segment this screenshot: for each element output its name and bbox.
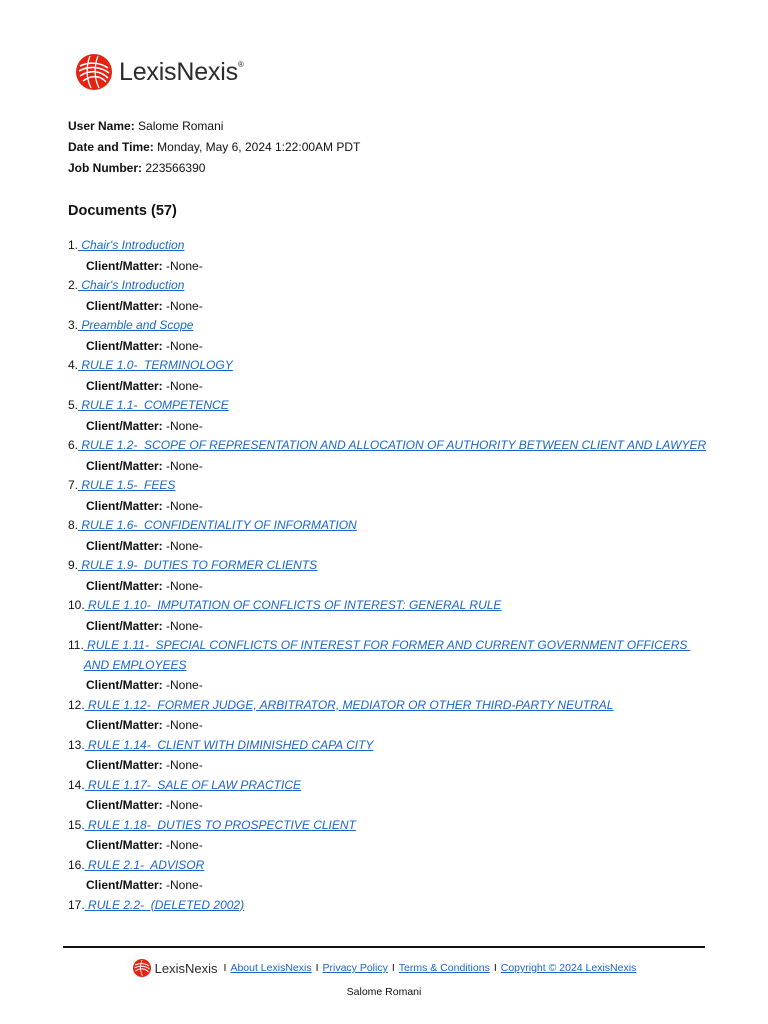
document-entry: [68, 276, 708, 316]
client-matter-row: [68, 835, 708, 856]
document-title-link[interactable]: Chair's Introduction: [78, 278, 185, 292]
client-matter-value: -None-: [166, 298, 203, 313]
document-number: 7.: [68, 478, 79, 492]
privacy-policy-link[interactable]: Privacy Policy: [322, 962, 388, 974]
document-title-link[interactable]: RULE 1.1- COMPETENCE: [78, 398, 229, 412]
client-matter-label: Client/Matter:: [86, 298, 163, 313]
client-matter-label: Client/Matter:: [86, 418, 163, 433]
document-number: 4.: [68, 358, 79, 372]
client-matter-value: -None-: [166, 498, 203, 513]
client-matter-row: [68, 336, 708, 357]
client-matter-label: Client/Matter:: [86, 498, 163, 513]
lexisnexis-sphere-icon: [74, 52, 114, 92]
document-entry: [68, 476, 708, 516]
document-number: 11.: [68, 638, 84, 652]
document-entry: [68, 736, 708, 776]
client-matter-row: [68, 496, 708, 517]
document-entry: [68, 636, 708, 696]
document-title-link[interactable]: RULE 1.2- SCOPE OF REPRESENTATION AND ALLOCATION OF AUTHORITY BETWEEN CLIENT AND LAWYER: [78, 438, 707, 452]
document-entry: [68, 316, 708, 356]
client-matter-label: Client/Matter:: [86, 378, 163, 393]
client-matter-label: Client/Matter:: [86, 458, 163, 473]
client-matter-value: -None-: [166, 458, 203, 473]
client-matter-value: -None-: [166, 338, 203, 353]
client-matter-label: Client/Matter:: [86, 758, 163, 772]
client-matter-label: Client/Matter:: [86, 798, 163, 812]
documents-heading: Documents (57): [68, 203, 177, 219]
client-matter-value: -None-: [166, 758, 203, 772]
job-number-row: Job Number: 223566390: [68, 161, 206, 175]
document-entry: [68, 236, 708, 276]
copyright-link[interactable]: Copyright © 2024 LexisNexis: [500, 962, 637, 974]
client-matter-row: [68, 576, 708, 597]
client-matter-row: [68, 875, 708, 896]
document-entry: [68, 696, 708, 736]
terms-link[interactable]: Terms & Conditions: [398, 962, 490, 974]
document-entry: [68, 896, 708, 916]
lexisnexis-logo: [74, 52, 244, 92]
client-matter-row: [68, 416, 708, 437]
client-matter-row: [68, 376, 708, 397]
client-matter-row: [68, 715, 708, 736]
document-title-link[interactable]: RULE 1.5- FEES: [78, 478, 176, 492]
document-title-link[interactable]: RULE 1.12- FORMER JUDGE, ARBITRATOR, MEDIATOR OR OTHER THIRD-PARTY NEUTRAL: [84, 697, 614, 712]
document-title-link[interactable]: RULE 2.2- (DELETED 2002): [84, 897, 245, 912]
client-matter-row: [68, 755, 708, 776]
client-matter-label: Client/Matter:: [86, 258, 163, 273]
document-title-link[interactable]: RULE 1.10- IMPUTATION OF CONFLICTS OF INTEREST: GENERAL RULE: [84, 598, 502, 612]
client-matter-value: -None-: [166, 718, 203, 732]
client-matter-value: -None-: [166, 258, 203, 273]
document-title-link[interactable]: RULE 2.1- ADVISOR: [84, 857, 205, 872]
client-matter-label: Client/Matter:: [86, 678, 163, 692]
document-entry: [68, 436, 708, 476]
document-title-link[interactable]: RULE 1.11- SPECIAL CONFLICTS OF INTEREST FOR FORMER AND CURRENT GOVERNMENT OFFICERS AND EMPLOYEES: [83, 638, 691, 672]
client-matter-row: [68, 536, 708, 557]
document-number: 1.: [68, 238, 79, 252]
document-title-link[interactable]: Preamble and Scope: [78, 318, 194, 332]
document-number: 9.: [68, 558, 79, 572]
client-matter-row: [68, 616, 708, 637]
footer-user-name: Salome Romani: [346, 986, 422, 998]
document-number: 3.: [68, 318, 79, 332]
document-entry: [68, 516, 708, 556]
client-matter-row: [68, 256, 708, 277]
documents-list: [68, 236, 708, 915]
document-number: 12.: [68, 697, 85, 712]
client-matter-value: -None-: [166, 838, 203, 852]
client-matter-label: Client/Matter:: [86, 618, 163, 633]
document-entry: [68, 856, 708, 896]
document-title-link[interactable]: RULE 1.9- DUTIES TO FORMER CLIENTS: [78, 558, 318, 572]
client-matter-label: Client/Matter:: [86, 878, 163, 892]
document-entry: [68, 596, 708, 636]
client-matter-row: [68, 296, 708, 317]
client-matter-label: Client/Matter:: [86, 338, 163, 353]
client-matter-label: Client/Matter:: [86, 838, 163, 852]
document-entry: [68, 556, 708, 596]
document-number: 2.: [68, 278, 79, 292]
footer: LexisNexis I About LexisNexis I Privacy Policy I Terms & Conditions I Copyright © 2024 LexisNexis Salome Romani: [0, 958, 768, 998]
client-matter-label: Client/Matter:: [86, 578, 163, 593]
client-matter-label: Client/Matter:: [86, 538, 163, 553]
job-meta: [68, 116, 360, 179]
document-title-link[interactable]: RULE 1.6- CONFIDENTIALITY OF INFORMATION: [78, 518, 357, 532]
footer-divider: [63, 946, 705, 948]
document-title-link[interactable]: RULE 1.14- CLIENT WITH DIMINISHED CAPA CITY: [84, 737, 374, 752]
client-matter-value: -None-: [166, 538, 203, 553]
footer-logo: LexisNexis: [132, 958, 218, 978]
client-matter-value: -None-: [166, 578, 203, 593]
client-matter-row: [68, 675, 708, 696]
about-link[interactable]: About LexisNexis: [230, 962, 312, 974]
client-matter-row: [68, 456, 708, 477]
client-matter-label: Client/Matter:: [86, 718, 163, 732]
user-name-row: User Name: Salome Romani: [68, 119, 224, 133]
document-entry: [68, 396, 708, 436]
client-matter-value: -None-: [166, 378, 203, 393]
document-title-link[interactable]: RULE 1.17- SALE OF LAW PRACTICE: [84, 777, 301, 792]
client-matter-value: -None-: [166, 798, 203, 812]
document-entry: [68, 356, 708, 396]
document-number: 17.: [68, 897, 85, 912]
document-title-link[interactable]: RULE 1.18- DUTIES TO PROSPECTIVE CLIENT: [84, 817, 356, 832]
document-number: 14.: [68, 777, 85, 792]
client-matter-value: -None-: [166, 878, 203, 892]
client-matter-value: -None-: [166, 618, 203, 633]
document-number: 5.: [68, 398, 79, 412]
brand-name: LexisNexis®: [119, 57, 244, 86]
document-number: 13.: [68, 737, 85, 752]
document-number: 6.: [68, 438, 79, 452]
document-title-link[interactable]: Chair's Introduction: [78, 238, 185, 252]
date-time-row: Date and Time: Monday, May 6, 2024 1:22:00AM PDT: [68, 140, 361, 154]
document-title-link[interactable]: RULE 1.0- TERMINOLOGY: [78, 358, 233, 372]
document-number: 15.: [68, 817, 85, 832]
document-entry: [68, 816, 708, 856]
document-number: 10.: [68, 598, 85, 612]
client-matter-value: -None-: [166, 678, 203, 692]
lexisnexis-sphere-icon: [132, 958, 152, 978]
document-number: 8.: [68, 518, 79, 532]
client-matter-value: -None-: [166, 418, 203, 433]
document-entry: [68, 776, 708, 816]
client-matter-row: [68, 795, 708, 816]
document-number: 16.: [68, 857, 85, 872]
